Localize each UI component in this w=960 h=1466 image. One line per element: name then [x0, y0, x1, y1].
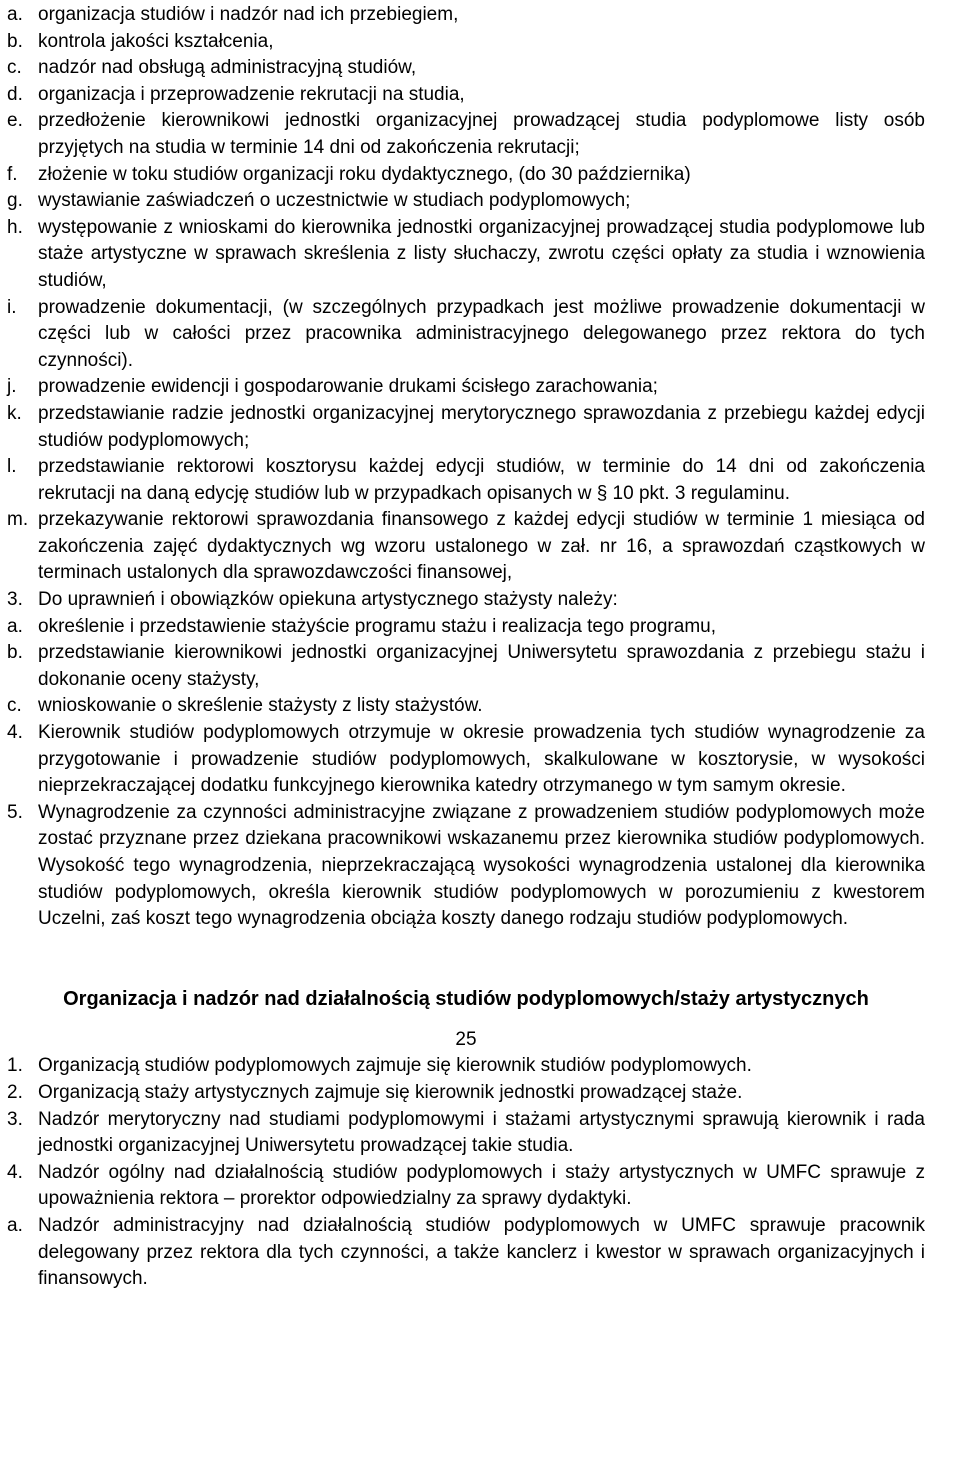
list-item-label: m.: [7, 509, 29, 531]
list-item-text: przekazywanie rektorowi sprawozdania finansowego z każdej edycji studiów w terminie 1 miesiąca od zakończenia zajęć dydaktycznych wg wzoru ustalonego w zał. nr 16, a sprawozdań cząstkowych w terminach ustalonych dla sprawozdawczości finansowej,: [38, 509, 925, 584]
list-item: [7, 1213, 925, 1293]
list-item-text: Wynagrodzenie za czynności administracyjne związane z prowadzeniem studiów podyplomowych może zostać przyznane przez dziekana pracownikowi wskazanemu przez kierownika studiów podyplomowych. Wysokość tego wynagrodzenia, nieprzekraczającą wysokości wynagrodzenia ustalonej dla kierownika studiów podyplomowych, określa kierownik studiów podyplomowych w porozumieniu z kwestorem Uczelni, zaś koszt tego wynagrodzenia obciąża koszty danego rodzaju studiów podyplomowych.: [38, 801, 925, 930]
list-item: [7, 108, 925, 161]
list-item-label: 4.: [7, 1161, 23, 1183]
list-item-label: a.: [7, 4, 23, 25]
organization-list: [7, 1053, 925, 1292]
list-item-text: przedłożenie kierownikowi jednostki organizacyjnej prowadzącej studia podyplomowe listy osób przyjętych na studia w terminie 14 dni od zakończenia rekrutacji;: [38, 110, 925, 158]
list-item: [7, 693, 925, 720]
list-item-label: a.: [7, 615, 23, 637]
list-item: [7, 374, 925, 401]
paragraph-number: 25: [455, 1028, 477, 1050]
list-item-label: l.: [7, 456, 17, 478]
list-item: [7, 82, 925, 109]
list-item-label: 1.: [7, 1055, 23, 1077]
list-item-text: złożenie w toku studiów organizacji roku dydaktycznego, (do 30 października): [38, 163, 691, 185]
list-item-text: Do uprawnień i obowiązków opiekuna artystycznego stażysty należy:: [38, 589, 618, 611]
section-heading: Organizacja i nadzór nad działalnością studiów podyplomowych/staży artystycznych: [63, 987, 869, 1010]
list-item-label: 4.: [7, 722, 23, 744]
list-item-label: c.: [7, 695, 22, 717]
list-item: [7, 55, 925, 82]
list-item: [7, 587, 925, 614]
list-item: [7, 29, 925, 56]
list-item-text: organizacja studiów i nadzór nad ich przebiegiem,: [38, 4, 459, 25]
list-item-label: 3.: [7, 1108, 23, 1130]
list-item: [7, 720, 925, 800]
list-item: [7, 800, 925, 933]
list-item: [7, 454, 925, 507]
list-item: [7, 188, 925, 215]
list-item-label: c.: [7, 57, 22, 79]
list-item-text: Nadzór ogólny nad działalnością studiów podyplomowych i staży artystycznych w UMFC sprawuje z upoważnienia rektora – prorektor odpowiedzialny za sprawy dydaktyki.: [38, 1161, 925, 1210]
list-item-label: i.: [7, 296, 17, 318]
list-item-label: b.: [7, 642, 23, 664]
list-item-label: d.: [7, 83, 23, 105]
list-item-text: przedstawianie rektorowi kosztorysu każdej edycji studiów, w terminie do 14 dni od zakończenia rekrutacji na daną edycję studiów lub w przypadkach opisanych w § 10 pkt. 3 regulaminu.: [38, 456, 925, 504]
list-item: [7, 614, 925, 641]
list-item-label: g.: [7, 190, 23, 212]
list-item-text: Organizacją staży artystycznych zajmuje się kierownik jednostki prowadzącej staże.: [38, 1081, 743, 1103]
list-item-text: prowadzenie dokumentacji, (w szczególnych przypadkach jest możliwe prowadzenie dokumentacji w części lub w całości przez pracownika administracyjnego delegowanego przez rektora do tych czynności).: [38, 296, 925, 371]
list-item-text: nadzór nad obsługą administracyjną studiów,: [38, 57, 417, 79]
list-item-text: Organizacją studiów podyplomowych zajmuje się kierownik studiów podyplomowych.: [38, 1055, 752, 1077]
list-item-label: 2.: [7, 1081, 23, 1103]
list-item-text: wnioskowanie o skreślenie stażysty z listy stażystów.: [38, 695, 483, 717]
list-item-text: określenie i przedstawienie stażyście programu stażu i realizacja tego programu,: [38, 615, 716, 637]
list-item-text: przedstawianie radzie jednostki organizacyjnej merytorycznego sprawozdania z przebiegu każdej edycji studiów podyplomowych;: [38, 402, 925, 451]
list-item-text: Nadzór administracyjny nad działalnością studiów podyplomowych w UMFC sprawuje pracownik delegowany przez rektora dla tych czynności, a także kanclerz i kwestor w sprawach organizacyjnych i finansowych.: [38, 1214, 925, 1290]
list-item-text: występowanie z wnioskami do kierownika jednostki organizacyjnej prowadzącej studia podyplomowe lub staże artystyczne w sprawach skreślenia z listy słuchaczy, zwrotu części opłaty za studia i wznowienia studiów,: [38, 216, 925, 291]
list-item-label: a.: [7, 1214, 23, 1236]
list-item-text: organizacja i przeprowadzenie rekrutacji na studia,: [38, 83, 465, 105]
list-item-text: Kierownik studiów podyplomowych otrzymuje w okresie prowadzenia tych studiów wynagrodzenie za przygotowanie i prowadzenie studiów podyplomowych, skalkulowane w kosztorysie, w wysokości nieprzekraczającej dodatku funkcyjnego kierownika katedry otrzymanego w tym samym okresie.: [38, 722, 925, 797]
list-item-text: przedstawianie kierownikowi jednostki organizacyjnej Uniwersytetu sprawozdania z przebiegu stażu i dokonanie oceny stażysty,: [38, 642, 925, 690]
list-item: [7, 640, 925, 693]
list-item-label: f.: [7, 163, 18, 185]
list-item-label: j.: [7, 376, 17, 398]
list-item-label: 3.: [7, 589, 23, 611]
list-item-text: kontrola jakości kształcenia,: [38, 30, 274, 52]
list-item: [7, 1107, 925, 1160]
list-item: [7, 1080, 925, 1107]
list-item: [7, 215, 925, 295]
list-item-text: Nadzór merytoryczny nad studiami podyplomowymi i stażami artystycznymi sprawują kierownik i rada jednostki organizacyjnej Uniwersytetu prowadzącej takie studia.: [38, 1108, 925, 1157]
list-item: [7, 401, 925, 454]
list-item-label: k.: [7, 402, 22, 424]
list-item: [7, 507, 925, 587]
list-item-text: wystawianie zaświadczeń o uczestnictwie w studiach podyplomowych;: [38, 190, 631, 212]
list-item: [7, 1053, 925, 1080]
list-item-label: b.: [7, 30, 23, 52]
list-item-label: e.: [7, 110, 23, 132]
list-item: [7, 295, 925, 375]
list-item: [7, 162, 925, 189]
list-item-label: 5.: [7, 801, 23, 823]
list-item-label: h.: [7, 216, 23, 238]
list-item-text: prowadzenie ewidencji i gospodarowanie drukami ścisłego zarachowania;: [38, 376, 658, 398]
duties-list: [7, 2, 925, 933]
list-item: [7, 1160, 925, 1213]
list-item: [7, 2, 925, 29]
